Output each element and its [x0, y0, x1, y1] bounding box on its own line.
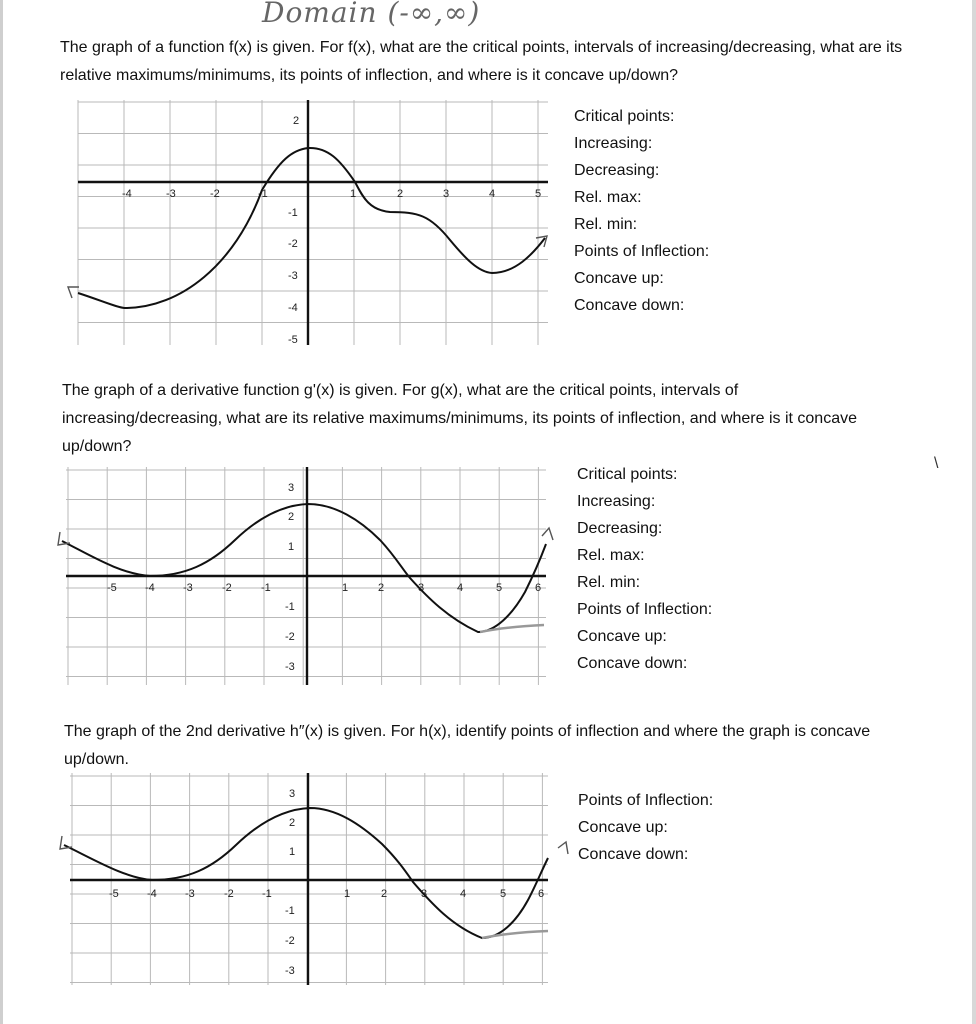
- x-tick-label: -3: [185, 888, 195, 900]
- stray-mark: \: [934, 455, 939, 472]
- label-increasing: Increasing:: [577, 493, 656, 510]
- y-tick-label: -3: [285, 965, 295, 977]
- label-concave-down: Concave down:: [574, 297, 685, 314]
- label-concave-up: Concave up:: [578, 819, 668, 836]
- y-tick-label: -3: [285, 661, 295, 673]
- x-tick-label: 4: [489, 188, 496, 200]
- graph-f-tick-labels: [122, 115, 541, 346]
- graph-f: [68, 100, 548, 346]
- graph-g-prime-tick-labels: [107, 482, 541, 673]
- x-tick-label: -4: [122, 188, 132, 200]
- question-1-prompt: The graph of a function f(x) is given. For f(x), what are the critical points, intervals of increasing/decreasing, what are its relative maximums/minimums, its points of inflection, and where is it concave up/down?: [60, 39, 903, 84]
- x-tick-label: -2: [222, 582, 232, 594]
- x-tick-label: -3: [183, 582, 193, 594]
- x-tick-label: -5: [107, 582, 117, 594]
- graph-h-double-prime-tick-labels: [109, 788, 544, 977]
- y-tick-label: -1: [285, 905, 295, 917]
- label-decreasing: Decreasing:: [574, 162, 660, 179]
- label-decreasing: Decreasing:: [577, 520, 663, 537]
- x-tick-label: 1: [344, 888, 351, 900]
- graph-h-double-prime-smudge: [482, 931, 548, 938]
- y-tick-label: -2: [285, 935, 295, 947]
- label-rel-max: Rel. max:: [577, 547, 645, 564]
- label-rel-min: Rel. min:: [577, 574, 641, 591]
- graph-g-prime-curve: [62, 504, 546, 632]
- y-tick-label: 2: [288, 511, 295, 523]
- label-points-of-inflection: Points of Inflection:: [574, 243, 710, 260]
- y-tick-label: -2: [285, 631, 295, 643]
- y-tick-label: -5: [288, 334, 298, 346]
- x-tick-label: 5: [535, 188, 542, 200]
- y-tick-label: 2: [289, 817, 296, 829]
- label-concave-up: Concave up:: [574, 270, 664, 287]
- x-tick-label: 5: [500, 888, 507, 900]
- x-tick-label: -4: [147, 888, 157, 900]
- x-tick-label: 1: [350, 188, 357, 200]
- y-tick-label: -2: [288, 238, 298, 250]
- y-tick-label: -3: [288, 270, 298, 282]
- x-tick-label: 3: [443, 188, 450, 200]
- label-increasing: Increasing:: [574, 135, 653, 152]
- x-tick-label: 2: [378, 582, 385, 594]
- y-tick-label: -4: [288, 302, 298, 314]
- x-tick-label: 2: [381, 888, 388, 900]
- x-tick-label: 4: [460, 888, 467, 900]
- label-concave-up: Concave up:: [577, 628, 667, 645]
- x-tick-label: -2: [210, 188, 220, 200]
- x-tick-label: -2: [224, 888, 234, 900]
- graph-g-prime-right-arrow-icon: [542, 528, 553, 540]
- graph-f-left-arrow-icon: [68, 287, 79, 298]
- x-tick-label: 4: [457, 582, 464, 594]
- question-3-prompt: The graph of the 2nd derivative h″(x) is given. For h(x), identify points of inflection and where the graph is concave up/down.: [64, 723, 871, 768]
- label-critical-points: Critical points:: [574, 108, 675, 125]
- label-concave-down: Concave down:: [578, 846, 689, 863]
- x-tick-label: 6: [535, 582, 542, 594]
- x-tick-label: 5: [496, 582, 503, 594]
- x-tick-label: 2: [397, 188, 404, 200]
- x-tick-label: -1: [261, 582, 271, 594]
- y-tick-label: 1: [289, 846, 296, 858]
- x-tick-label: 3: [421, 888, 428, 900]
- label-points-of-inflection: Points of Inflection:: [578, 792, 714, 809]
- graph-g-prime: [58, 467, 553, 685]
- graph-h-double-prime: [60, 773, 568, 985]
- label-rel-max: Rel. max:: [574, 189, 642, 206]
- label-points-of-inflection: Points of Inflection:: [577, 601, 713, 618]
- y-tick-label: -1: [285, 601, 295, 613]
- y-tick-label: -1: [288, 207, 298, 219]
- x-tick-label: -3: [166, 188, 176, 200]
- graph-h-double-prime-curve: [64, 808, 548, 938]
- x-tick-label: -1: [258, 188, 268, 200]
- question-2-prompt: The graph of a derivative function g'(x) is given. For g(x), what are the critical points, intervals of increasing/decreasing, what are its relative maximums/minimums, its points of inflection, and where is it concave up/down?: [62, 382, 857, 455]
- x-tick-label: 1: [342, 582, 349, 594]
- graph-f-grid: [78, 100, 548, 345]
- label-rel-min: Rel. min:: [574, 216, 638, 233]
- y-tick-label: 2: [293, 115, 300, 127]
- y-tick-label: 3: [288, 482, 295, 494]
- label-critical-points: Critical points:: [577, 466, 678, 483]
- label-concave-down: Concave down:: [577, 655, 688, 672]
- y-tick-label: 1: [288, 541, 295, 553]
- y-tick-label: 3: [289, 788, 296, 800]
- x-tick-label: -1: [262, 888, 272, 900]
- x-tick-label: 3: [418, 582, 425, 594]
- graph-h-double-prime-right-arrow-icon: [558, 842, 568, 854]
- x-tick-label: -4: [145, 582, 155, 594]
- handwritten-domain-note: Domain (-∞,∞): [262, 0, 481, 29]
- x-tick-label: 6: [538, 888, 545, 900]
- x-tick-label: -5: [109, 888, 119, 900]
